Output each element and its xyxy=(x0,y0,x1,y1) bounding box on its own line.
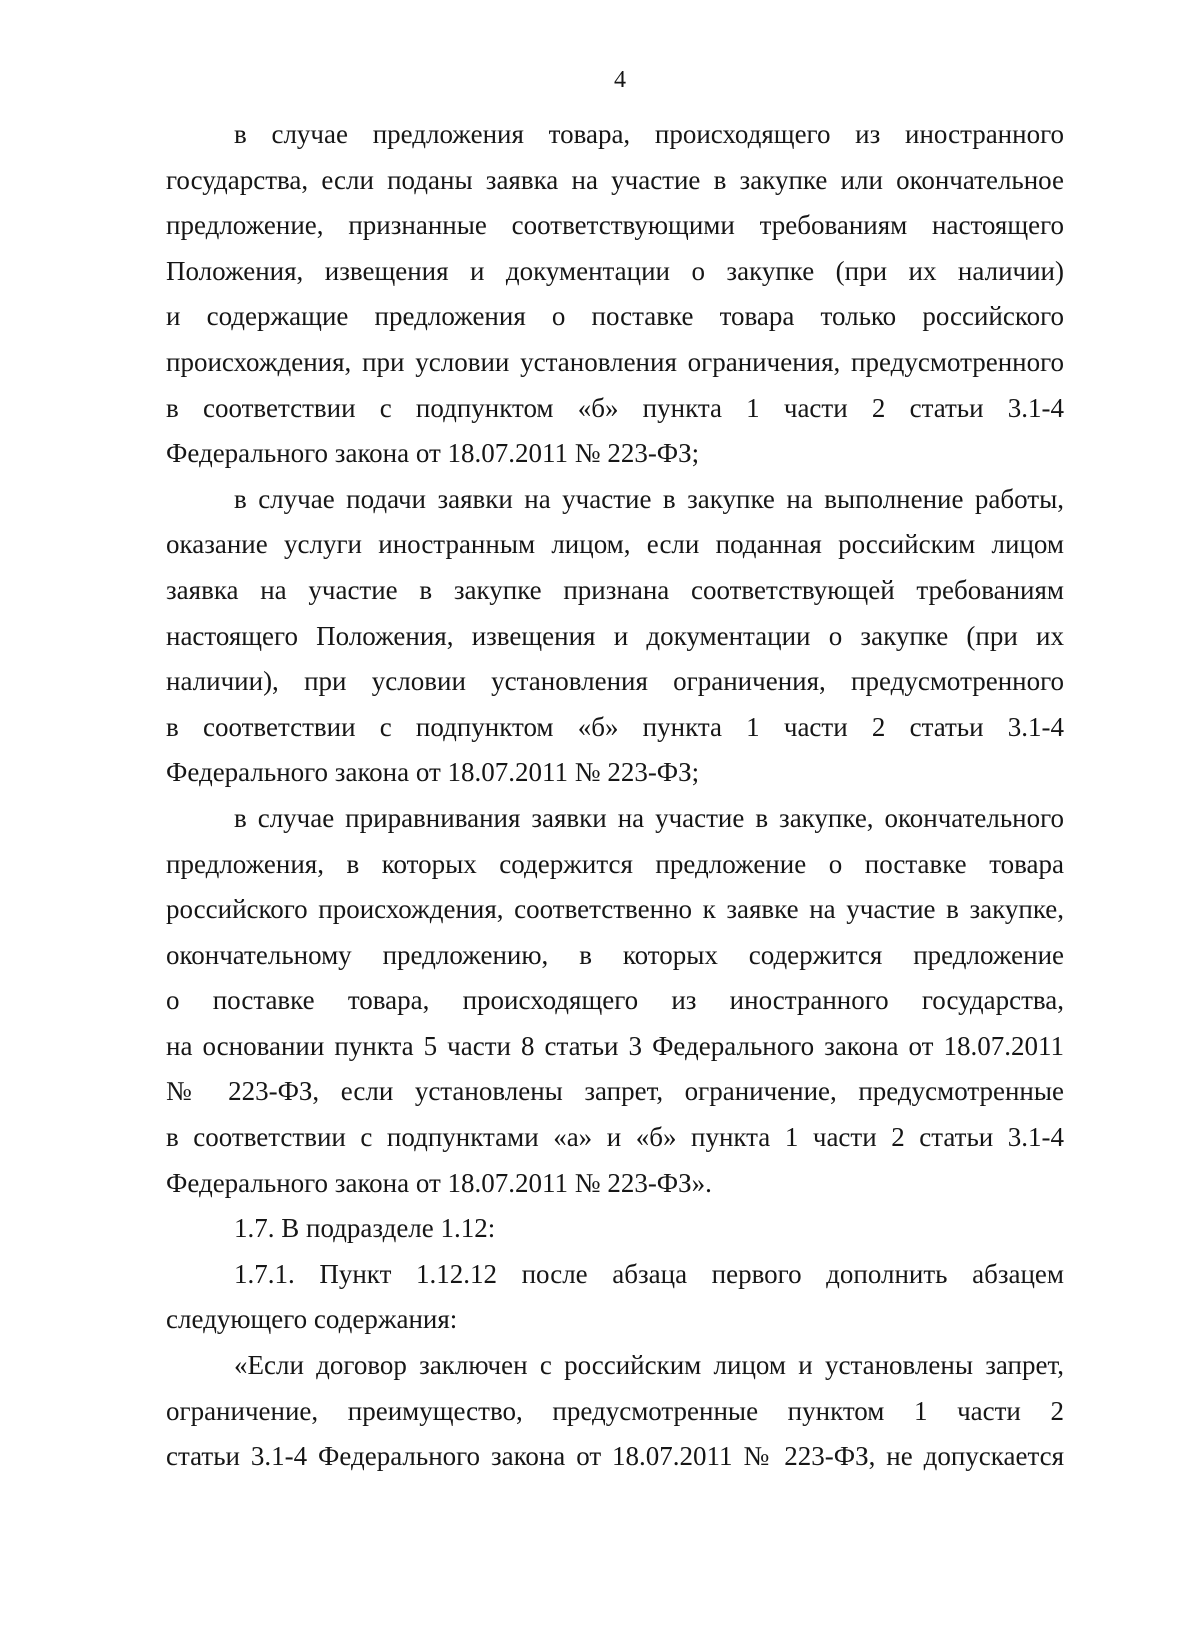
text-line: Федерального закона от 18.07.2011 № 223-ФЗ». xyxy=(166,1167,712,1198)
text-line: в случае подачи заявки на участие в закупке на выполнение работы, xyxy=(234,483,1064,514)
text-line: и содержащие предложения о поставке товара только российского xyxy=(166,301,1064,332)
page-number: 4 xyxy=(614,67,626,93)
text-line: государства, если поданы заявка на участие в закупке или окончательное xyxy=(166,164,1064,195)
text-line: российского происхождения, соответственно к заявке на участие в закупке, xyxy=(166,894,1064,925)
text-line: на основании пункта 5 части 8 статьи 3 Федерального закона от 18.07.2011 xyxy=(166,1030,1064,1061)
paragraph xyxy=(166,477,1064,796)
text-line: о поставке товара, происходящего из иностранного государства, xyxy=(166,985,1064,1016)
text-line: статьи 3.1-4 Федерального закона от 18.07.2011 № 223-ФЗ, не допускается xyxy=(166,1441,1064,1472)
text-line: настоящего Положения, извещения и документации о закупке (при их xyxy=(166,620,1064,651)
text-line: следующего содержания: xyxy=(166,1304,458,1335)
text-line: наличии), при условии установления ограничения, предусмотренного xyxy=(166,666,1064,697)
text-line: окончательному предложению, в которых содержится предложение xyxy=(166,939,1064,970)
document-body xyxy=(166,112,1064,1480)
text-line: предложения, в которых содержится предложение о поставке товара xyxy=(166,848,1064,879)
text-line: в соответствии с подпунктом «б» пункта 1 части 2 статьи 3.1-4 xyxy=(166,711,1064,742)
text-line: 1.7.1. Пункт 1.12.12 после абзаца первого дополнить абзацем xyxy=(234,1258,1064,1289)
paragraph xyxy=(166,1343,1064,1480)
text-line: оказание услуги иностранным лицом, если поданная российским лицом xyxy=(166,529,1064,560)
text-line: происхождения, при условии установления ограничения, предусмотренного xyxy=(166,346,1064,377)
paragraph xyxy=(166,112,1064,477)
text-line: в соответствии с подпунктом «б» пункта 1 части 2 статьи 3.1-4 xyxy=(166,392,1064,423)
paragraph xyxy=(166,796,1064,1206)
text-line: Федерального закона от 18.07.2011 № 223-ФЗ; xyxy=(166,438,700,469)
text-line: в случае приравнивания заявки на участие в закупке, окончательного xyxy=(234,802,1064,833)
paragraph xyxy=(166,1206,1064,1252)
paragraph xyxy=(166,1252,1064,1343)
text-line: Федерального закона от 18.07.2011 № 223-ФЗ; xyxy=(166,757,700,788)
text-line: в случае предложения товара, происходящего из иностранного xyxy=(234,119,1064,149)
text-line: «Если договор заключен с российским лицом и установлены запрет, xyxy=(234,1350,1064,1381)
text-line: № 223-ФЗ, если установлены запрет, ограничение, предусмотренные xyxy=(166,1076,1064,1107)
text-line: Положения, извещения и документации о закупке (при их наличии) xyxy=(166,255,1064,286)
text-line: предложение, признанные соответствующими требованиям настоящего xyxy=(166,210,1064,241)
text-line: заявка на участие в закупке признана соответствующей требованиям xyxy=(166,574,1064,605)
text-line: ограничение, преимущество, предусмотренные пунктом 1 части 2 xyxy=(166,1395,1064,1426)
text-line: в соответствии с подпунктами «а» и «б» пункта 1 части 2 статьи 3.1-4 xyxy=(166,1122,1064,1153)
text-line: 1.7. В подразделе 1.12: xyxy=(234,1213,496,1244)
